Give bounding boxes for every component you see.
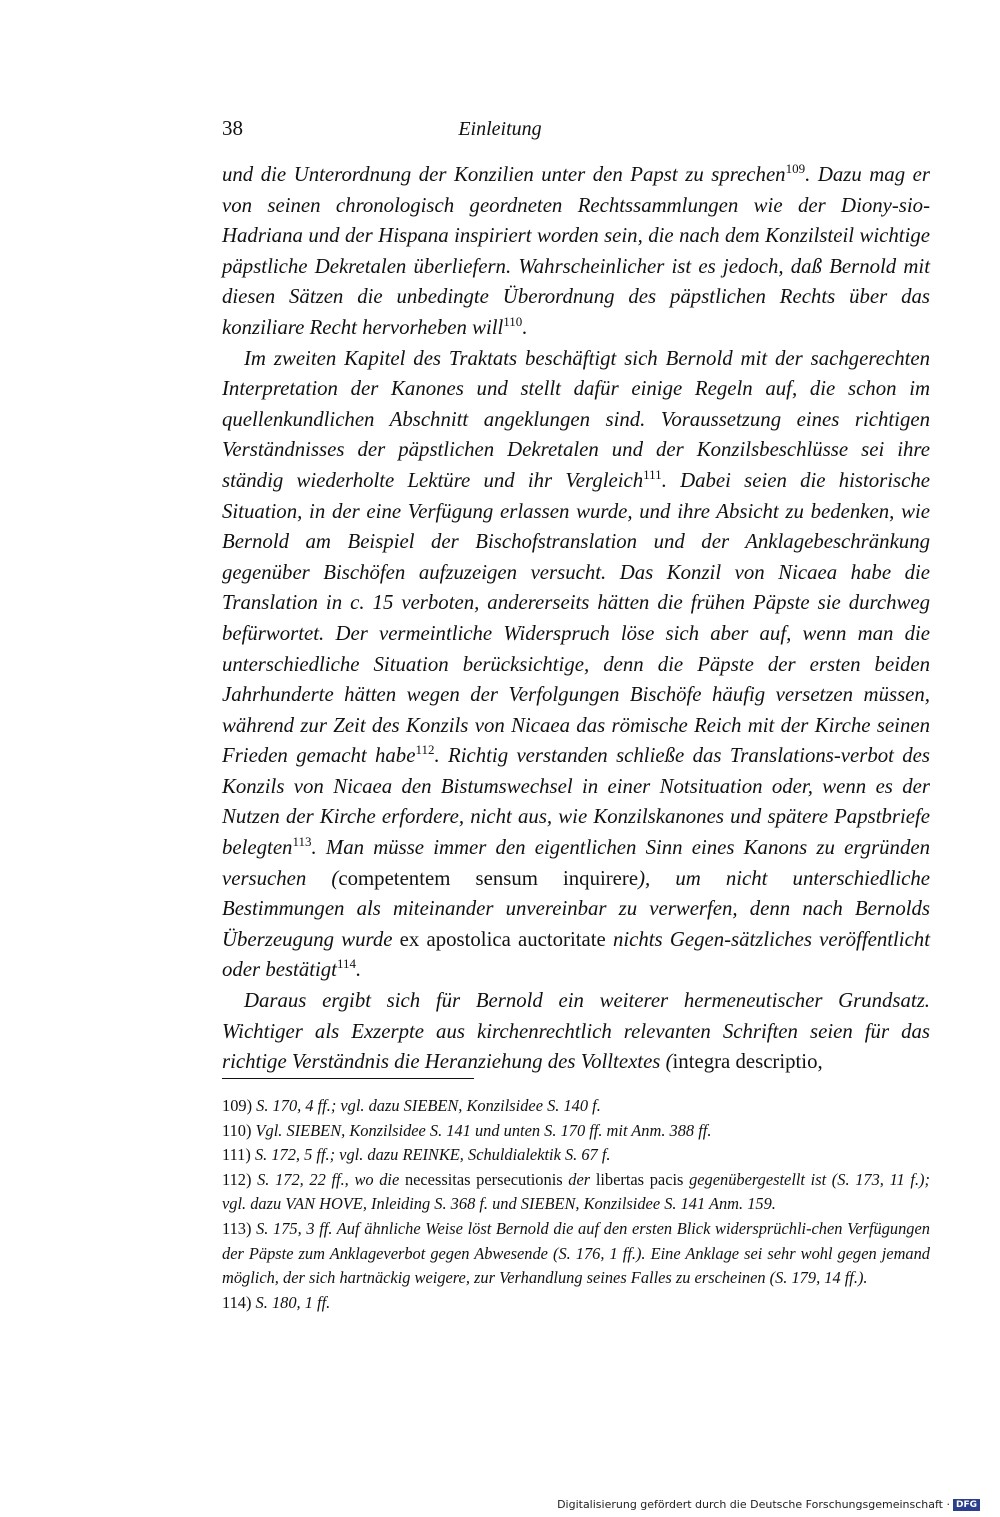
digitization-credit: [557, 1498, 980, 1511]
footnote-text: Vgl. SIEBEN, Konzilsidee S. 141 und unten S. 170 ff. mit Anm. 388 ff.: [255, 1120, 712, 1140]
text-run: nichts Gegen-sätzliches veröffentlicht oder bestätigt: [222, 927, 930, 982]
body-text: [222, 160, 930, 1078]
footnote-text: der: [562, 1169, 596, 1189]
footnote-text: S. 172, 22 ff., wo die: [257, 1169, 405, 1189]
latin-quote: necessitas persecutionis: [404, 1169, 563, 1189]
footnote-text: S. 170, 4 ff.; vgl. dazu SIEBEN, Konzilsidee S. 140 f.: [256, 1096, 601, 1115]
footnote-ref-112: 112: [415, 742, 435, 758]
footnote-text: S. 172, 5 ff.; vgl. dazu REINKE, Schuldialektik S. 67 f.: [254, 1145, 611, 1165]
footnotes: [222, 1094, 930, 1315]
latin-quote: ex apostolica auctoritate: [399, 927, 606, 951]
text-run: . Dabei seien die historische Situation, in der eine Verfügung erlassen wurde, und ihre Absicht zu bedenken, wie Bernold am Beispiel der Bischofstranslation und der Anklagebeschränkung gegenüber Bischöfen aufzuzeigen versucht. Das Konzil von Nicaea habe die Translation in c. 15 verboten, andererseits hätten die frühen Päpste sie durchweg befürwortet. Der vermeintliche Widerspruch löse sich aber auf, wenn man die unterschiedliche Situation berücksichtige, denn die Päpste der ersten beiden Jahrhunderte hätten wegen der Verfolgungen Bischöfe häufig versetzen müssen, während zur Zeit des Konzils von Nicaea das römische Reich mit der Kirche seinen Frieden gemacht habe: [222, 468, 930, 768]
footnote-ref-111: 111: [643, 466, 662, 482]
footnote-number: 111): [222, 1145, 251, 1165]
footnote-111: [222, 1143, 930, 1168]
footnote-114: [222, 1291, 930, 1316]
paragraph-2: [222, 344, 930, 986]
footnote-number: 110): [222, 1120, 252, 1140]
text-run: . Man müsse immer den eigentlichen Sinn eines Kanons zu ergründen versuchen (: [222, 836, 930, 890]
text-run: . Richtig verstanden schließe das Translations-verbot des Konzils von Nicaea den Bistumswechsel in einer Notsituation oder, wenn es der Nutzen der Kirche erfordere, nicht aus, wie Konzilskanones und spätere Papstbriefe belegten: [222, 744, 930, 860]
text-run: ), um nicht unterschiedliche Bestimmungen als miteinander unvereinbar zu verwerfen, denn nach Bernolds Überzeugung wurde: [222, 866, 930, 951]
footnote-109: [222, 1094, 930, 1119]
text-run: .: [522, 315, 528, 339]
dfg-logo-icon: DFG: [953, 1499, 980, 1511]
latin-quote: integra descriptio,: [672, 1050, 823, 1074]
text-run: .: [355, 958, 362, 982]
footnote-ref-114: 114: [336, 956, 356, 972]
text-run: Daraus ergibt sich für Bernold ein weiterer hermeneutischer Grundsatz. Wichtiger als Exzerpte aus kirchenrechtlich relevanten Schriften seien für das richtige Verständnis die Heranziehung des Volltextes (: [222, 989, 930, 1074]
footnote-ref-113: 113: [292, 834, 312, 850]
latin-quote: libertas pacis: [595, 1169, 684, 1189]
footnote-113: [222, 1217, 930, 1291]
footnote-divider: [222, 1078, 474, 1079]
footnote-ref-109: 109: [785, 161, 806, 176]
footnote-112: [222, 1168, 930, 1217]
footnote-number: 113): [222, 1218, 252, 1238]
footnote-text: gegenübergestellt ist (S. 173, 11 f.); vgl. dazu VAN HOVE, Inleiding S. 368 f. und SIEBEN, Konzilsidee S. 141 Anm. 159.: [222, 1169, 930, 1214]
running-head: Einleitung: [458, 118, 542, 140]
credit-text: Digitalisierung gefördert durch die Deutsche Forschungsgemeinschaft ·: [557, 1498, 950, 1511]
text-run: Im zweiten Kapitel des Traktats beschäftigt sich Bernold mit der sachgerechten Interpretation der Kanones und stellt dafür einige Regeln auf, die schon im quellenkundlichen Abschnitt angeklungen sind. Voraussetzung eines richtigen Verständnisses der päpstlichen Dekretalen und der Konzilsbeschlüsse sei ihre ständig wiederholte Lektüre und ihr Vergleich: [222, 346, 930, 492]
latin-quote: competentem sensum inquirere: [338, 866, 639, 890]
paragraph-1: [222, 160, 930, 344]
footnote-110: [222, 1119, 930, 1144]
text-run: und die Unterordnung der Konzilien unter den Papst zu sprechen: [222, 163, 786, 186]
footnote-number: 114): [222, 1292, 252, 1312]
paragraph-3: [222, 986, 930, 1078]
footnote-text: S. 180, 1 ff.: [255, 1292, 331, 1312]
footnote-number: 112): [222, 1169, 252, 1189]
text-run: . Dazu mag er von seinen chronologisch geordneten Rechtssammlungen wie der Diony-sio-Hadriana und der Hispana inspiriert worden sein, die nach dem Konzilsteil wichtige päpstliche Dekretalen überliefern. Wahrscheinlicher ist es jedoch, daß Bernold mit diesen Sätzen die unbedingte Überordnung des päpstlichen Rechts über das konziliare Recht hervorheben will: [222, 163, 930, 339]
footnote-text: S. 175, 3 ff. Auf ähnliche Weise löst Bernold die auf den ersten Blick widersprüchli-chen Verfügungen der Päpste zum Anklageverbot gegen Abwesende (S. 176, 1 ff.). Eine Anklage sei sehr wohl gegen jemand möglich, der sich hartnäckig weigere, zur Verhandlung seines Falles zu erscheinen (S. 179, 14 ff.).: [222, 1218, 930, 1288]
footnote-number: 109): [222, 1096, 253, 1115]
page-number: 38: [222, 116, 243, 140]
footnote-ref-110: 110: [503, 313, 523, 329]
